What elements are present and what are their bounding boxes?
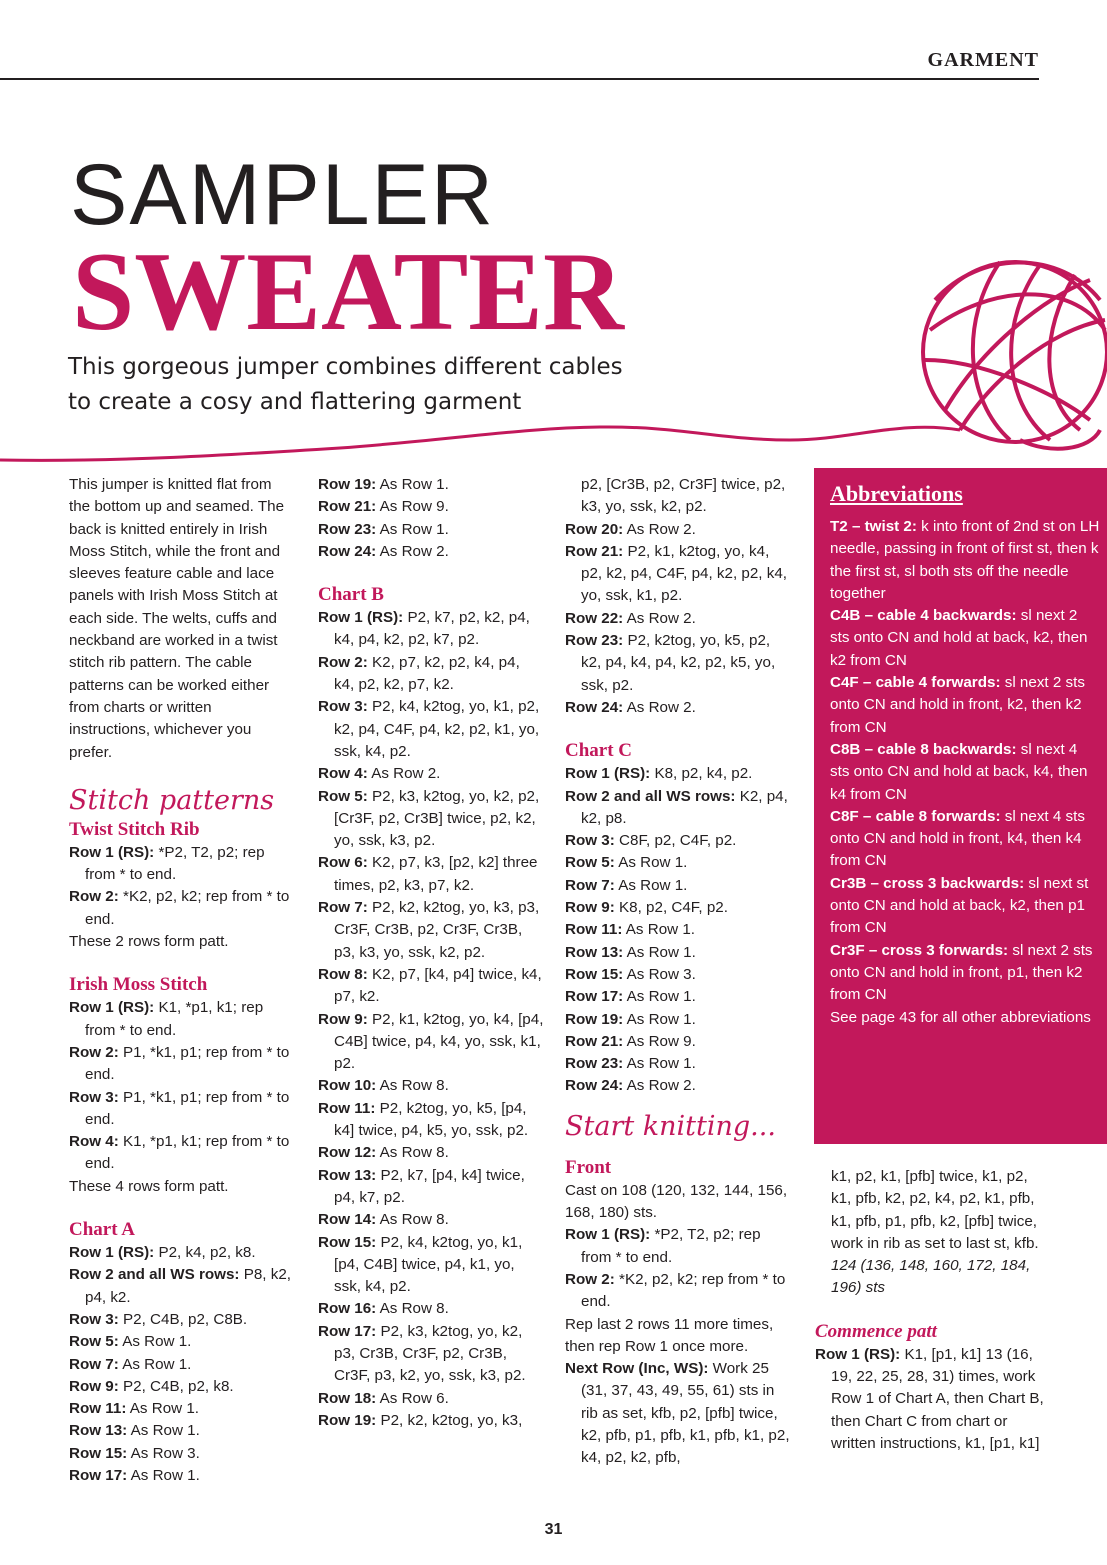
column-4 <box>815 1166 1047 1455</box>
chart-a-heading: Chart A <box>69 1219 135 1241</box>
instruction-row: Row 23: As Row 1. <box>565 1055 696 1073</box>
twist-note: These 2 rows form patt. <box>69 933 229 951</box>
instruction-row: Row 1 (RS): K8, p2, k4, p2. <box>565 765 753 783</box>
instruction-row: Row 6: K2, p7, k3, [p2, k2] three times, p2, k3, p7, k2. <box>318 854 538 894</box>
instruction-row: Row 8: K2, p7, [k4, p4] twice, k4, p7, k2. <box>318 965 542 1006</box>
yarn-ball-icon <box>0 0 1107 470</box>
repeat-note: Rep last 2 rows 11 more times, then rep Row 1 once more. <box>565 1315 774 1355</box>
abbreviations-box <box>814 468 1107 1144</box>
instruction-row: Row 23: As Row 1. <box>318 520 449 538</box>
instruction-row: Row 20: As Row 2. <box>565 520 696 538</box>
instruction-row: Row 24: As Row 2. <box>565 698 696 716</box>
instruction-row: Row 1 (RS): P2, k7, p2, k2, p4, k4, p4, k2, p2, k7, p2. <box>318 609 530 649</box>
abbreviations-content <box>830 480 1100 1029</box>
instruction-row: Row 24: As Row 2. <box>565 1077 696 1095</box>
instruction-row: Row 9: P2, k1, k2tog, yo, k4, [p4, C4B] twice, p4, k4, yo, ssk, k1, p2. <box>318 1010 544 1073</box>
instruction-row: Row 1 (RS): K1, *p1, k1; rep from * to end. <box>69 999 264 1039</box>
instruction-row: Row 9: P2, C4B, p2, k8. <box>69 1377 234 1395</box>
instruction-row: Row 7: As Row 1. <box>565 876 688 894</box>
abbreviation-item: T2 – twist 2: k into front of 2nd st on LH needle, passing in front of first st, then k the first st, sl both sts off the needle together <box>830 518 1100 602</box>
instruction-row: Row 15: As Row 3. <box>69 1444 200 1462</box>
instruction-row: Row 13: As Row 1. <box>69 1422 200 1440</box>
standfirst-line-1: This gorgeous jumper combines different cables <box>68 354 623 380</box>
instruction-row: Row 5: As Row 1. <box>565 854 688 872</box>
chart-b-heading: Chart B <box>318 584 384 606</box>
instruction-row: Row 9: K8, p2, C4F, p2. <box>565 899 728 917</box>
instruction-row: Row 21: As Row 9. <box>565 1032 696 1050</box>
moss-note: These 4 rows form patt. <box>69 1177 229 1195</box>
abbreviation-item: C4B – cable 4 backwards: sl next 2 sts onto CN and hold at back, k2, then k2 from CN <box>830 607 1088 669</box>
instruction-row: Row 22: As Row 2. <box>565 609 696 627</box>
instruction-row: Row 4: As Row 2. <box>318 765 441 783</box>
instruction-row: Row 10: As Row 8. <box>318 1077 449 1095</box>
instruction-row: Row 13: P2, k7, [p4, k4] twice, p4, k7, p2. <box>318 1166 525 1206</box>
instruction-row: Row 11: As Row 1. <box>565 921 695 939</box>
instruction-row: Row 17: P2, k3, k2tog, yo, k2, p3, Cr3B, Cr3F, p2, Cr3B, Cr3F, p3, k2, yo, ssk, k3, p2. <box>318 1322 526 1385</box>
instruction-row: Row 17: As Row 1. <box>69 1466 200 1484</box>
instruction-row: Row 13: As Row 1. <box>565 943 696 961</box>
instruction-row: Row 19: As Row 1. <box>318 476 449 493</box>
title-line-2: SWEATER <box>72 230 624 354</box>
swoosh-line <box>0 427 960 460</box>
abbreviations-title: Abbreviations <box>830 481 963 506</box>
instruction-row: Row 23: P2, k2tog, yo, k5, p2, k2, p4, k4, p4, k2, p2, k5, yo, ssk, p2. <box>565 632 776 694</box>
instruction-row: Row 17: As Row 1. <box>565 988 696 1006</box>
instruction-row: Row 1 (RS): K1, [p1, k1] 13 (16, 19, 22, 25, 28, 31) times, work Row 1 of Chart A, then Chart B, then Chart C from chart or written instructions, k1, [p1, k1] <box>815 1345 1044 1452</box>
yarn-strand-7 <box>925 360 1090 420</box>
instruction-row: Row 1 (RS): *P2, T2, p2; rep from * to end. <box>69 843 265 884</box>
instruction-row: Row 2: *K2, p2, k2; rep from * to end. <box>565 1270 786 1311</box>
instruction-row: Row 21: As Row 9. <box>318 498 449 516</box>
instruction-row: Row 2: P1, *k1, p1; rep from * to end. <box>69 1043 290 1084</box>
instruction-row: Row 21: P2, k1, k2tog, yo, k4, p2, k2, p4, C4F, p4, k2, p2, k4, yo, ssk, k1, p2. <box>565 542 787 605</box>
standfirst-line-2: to create a cosy and flattering garment <box>68 389 522 415</box>
yarn-outline <box>923 262 1107 442</box>
instruction-row: Row 19: As Row 1. <box>565 1010 696 1028</box>
instruction-row: Row 3: P1, *k1, p1; rep from * to end. <box>69 1088 290 1128</box>
abbreviation-item: C4F – cable 4 forwards: sl next 2 sts onto CN and hold in front, k2, then k2 from CN <box>830 674 1085 736</box>
instruction-row: Row 5: P2, k3, k2tog, yo, k2, p2, [Cr3F, p2, Cr3B] twice, p2, k2, yo, ssk, k3, p2. <box>318 787 540 850</box>
continued-text: p2, [Cr3B, p2, Cr3F] twice, p2, k3, yo, ssk, k2, p2. <box>581 476 786 516</box>
abbreviation-item: C8F – cable 8 forwards: sl next 4 sts onto CN and hold in front, k4, then k4 from CN <box>830 807 1085 870</box>
abbreviation-item: Cr3B – cross 3 backwards: sl next st onto CN and hold at back, k2, then p1 from CN <box>830 874 1089 937</box>
abbreviation-item: Cr3F – cross 3 forwards: sl next 2 sts onto CN and hold in front, p1, then k2 from CN <box>830 941 1093 1004</box>
column-3 <box>565 474 791 1470</box>
intro-text: This jumper is knitted flat from the bottom up and seamed. The back is knitted entirely in Irish Moss Stitch, while the front and sleeves feature cable and lace panels with Irish Moss Stitch at each side. The welts, cuffs and neckband are worked in a twist stitch rib pattern. The cable patterns can be worked either from charts or written instructions, whichever you prefer. <box>69 476 285 761</box>
instruction-row: Row 2 and all WS rows: K2, p4, k2, p8. <box>565 787 788 827</box>
abbreviations-footer: See page 43 for all other abbreviations <box>830 1008 1091 1026</box>
instruction-row: Row 7: As Row 1. <box>69 1355 192 1373</box>
instruction-row: Row 19: P2, k2, k2tog, yo, k3, <box>318 1411 523 1429</box>
chart-c-heading: Chart C <box>565 740 633 762</box>
page-number: 31 <box>544 1521 563 1538</box>
irish-moss-heading: Irish Moss Stitch <box>69 974 208 996</box>
instruction-row: Row 3: P2, k4, k2tog, yo, k1, p2, k2, p4, C4F, p4, k2, p2, k1, yo, ssk, k4, p2. <box>318 698 540 760</box>
instruction-row: Row 12: As Row 8. <box>318 1144 449 1162</box>
instruction-row: Row 14: As Row 8. <box>318 1211 449 1229</box>
instruction-row: Row 16: As Row 8. <box>318 1300 449 1318</box>
instruction-row: Row 1 (RS): *P2, T2, p2; rep from * to end. <box>565 1226 761 1266</box>
instruction-row: Row 2: *K2, p2, k2; rep from * to end. <box>69 888 290 928</box>
front-heading: Front <box>565 1156 612 1178</box>
instruction-row: Next Row (Inc, WS): Work 25 (31, 37, 43, 49, 55, 61) sts in rib as set, kfb, p2, [pfb] twice, k2, pfb, p1, pfb, k1, pfb, k1, p2, k4, p2, k2, pfb, <box>565 1360 790 1467</box>
instruction-row: Row 3: C8F, p2, C4F, p2. <box>565 832 737 850</box>
abbreviation-item: C8B – cable 8 backwards: sl next 4 sts onto CN and hold at back, k4, then k4 from CN <box>830 740 1088 803</box>
instruction-row: Row 24: As Row 2. <box>318 542 449 560</box>
instruction-row: Row 5: As Row 1. <box>69 1333 192 1351</box>
instruction-row: Row 11: As Row 1. <box>69 1400 199 1418</box>
stitch-patterns-heading: Stitch patterns <box>69 784 275 816</box>
cast-on-text: Cast on 108 (120, 132, 144, 156, 168, 180) sts. <box>565 1181 788 1222</box>
column-1 <box>69 474 295 1487</box>
instruction-row: Row 2: K2, p7, k2, p2, k4, p4, k4, p2, k2, p7, k2. <box>318 653 520 694</box>
column-2 <box>318 474 544 1432</box>
instruction-row: Row 2 and all WS rows: P8, k2, p4, k2. <box>69 1266 291 1306</box>
instruction-row: Row 18: As Row 6. <box>318 1389 449 1407</box>
start-knitting-heading: Start knitting... <box>565 1110 776 1142</box>
twist-stitch-heading: Twist Stitch Rib <box>69 818 200 840</box>
instruction-row: Row 1 (RS): P2, k4, p2, k8. <box>69 1244 256 1262</box>
continued-text: k1, p2, k1, [pfb] twice, k1, p2, k1, pfb, k2, p2, k4, p2, k1, pfb, k1, pfb, p1, pfb, k2, [pfb] twice, work in rib as set to last st, kfb. 124 (136, 148, 160, 172, 184, 196) sts <box>831 1168 1039 1297</box>
instruction-row: Row 15: As Row 3. <box>565 965 696 983</box>
instruction-row: Row 11: P2, k2tog, yo, k5, [p4, k4] twice, p4, k5, yo, ssk, p2. <box>318 1099 529 1140</box>
instruction-row: Row 3: P2, C4B, p2, C8B. <box>69 1310 248 1328</box>
title-line-1: SAMPLER <box>70 147 496 243</box>
instruction-row: Row 4: K1, *p1, k1; rep from * to end. <box>69 1133 290 1173</box>
instruction-row: Row 7: P2, k2, k2tog, yo, k3, p3, Cr3F, Cr3B, p2, Cr3F, Cr3B, p3, k3, yo, ssk, k2, p2. <box>318 899 540 961</box>
section-label: GARMENT <box>927 49 1039 71</box>
commence-patt-heading: Commence patt <box>815 1320 937 1342</box>
instruction-row: Row 15: P2, k4, k2tog, yo, k1, [p4, C4B] twice, p4, k1, yo, ssk, k4, p2. <box>318 1233 523 1296</box>
